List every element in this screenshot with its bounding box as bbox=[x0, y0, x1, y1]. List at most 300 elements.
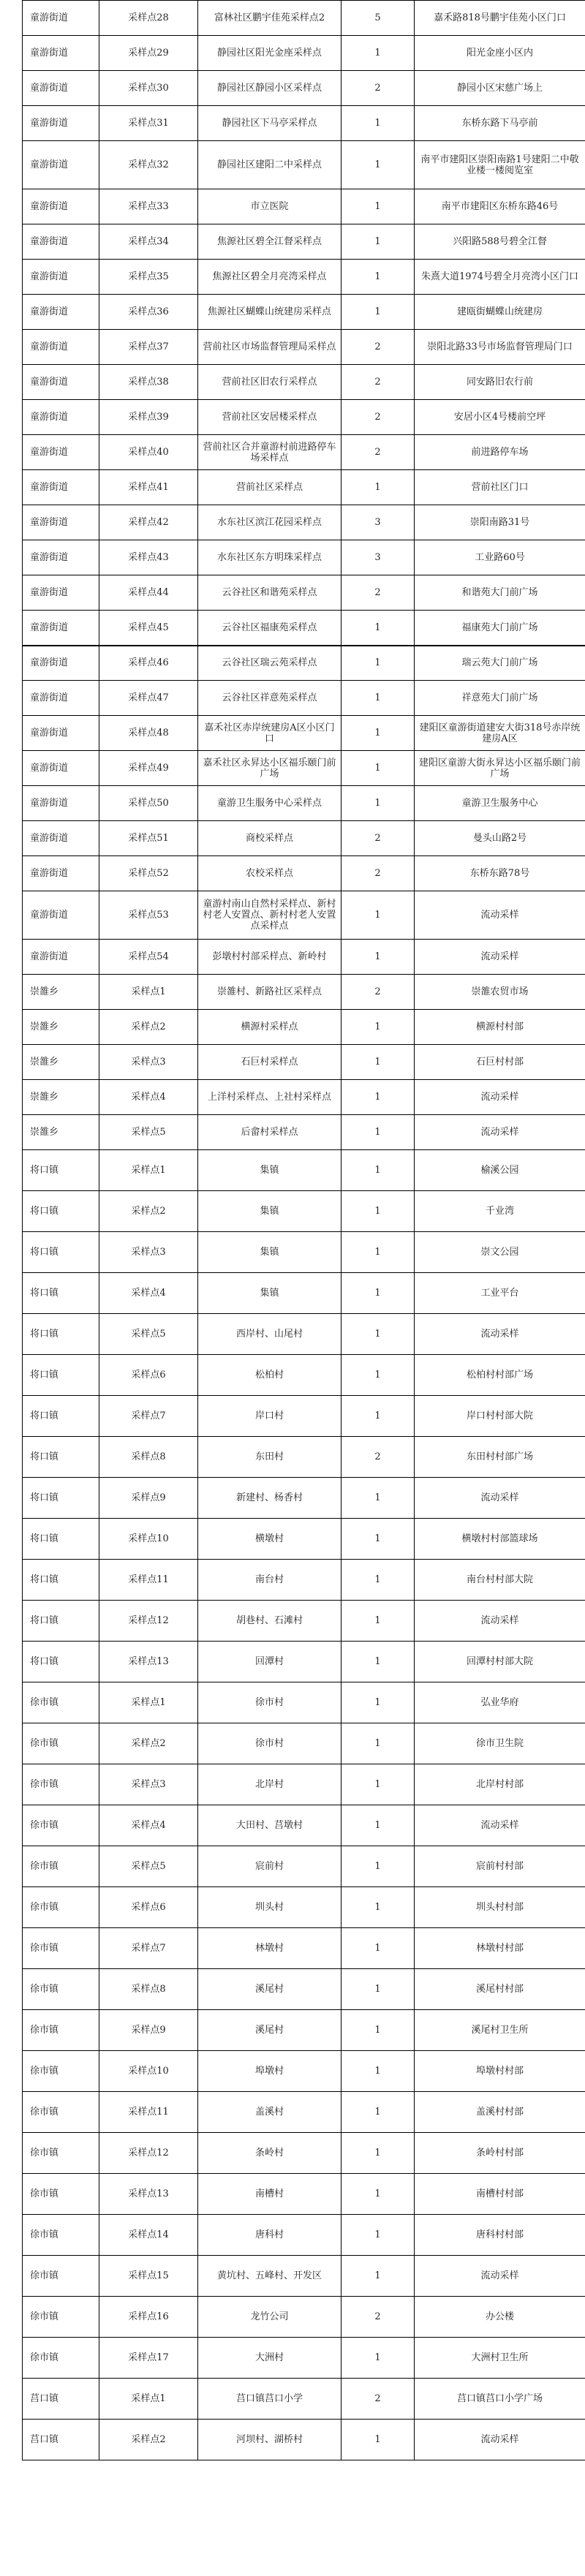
count-cell: 1 bbox=[341, 1764, 415, 1805]
count-cell: 1 bbox=[341, 1396, 415, 1437]
location-cell: 莒口镇莒口小学 bbox=[198, 2379, 341, 2420]
count-cell: 1 bbox=[341, 786, 415, 821]
location-cell: 条岭村 bbox=[198, 2133, 341, 2174]
count-cell: 1 bbox=[341, 611, 415, 646]
count-cell: 2 bbox=[341, 1437, 415, 1478]
table-row bbox=[23, 2297, 585, 2338]
district-cell: 崇雒乡 bbox=[23, 975, 99, 1010]
table-row bbox=[23, 1, 585, 36]
location-cell: 大洲村 bbox=[198, 2338, 341, 2379]
address-cell: 石巨村村部 bbox=[415, 1045, 585, 1080]
address-cell: 东桥东路下马亭前 bbox=[415, 106, 585, 141]
location-cell: 溪尾村 bbox=[198, 2010, 341, 2051]
table-row bbox=[23, 821, 585, 856]
location-cell: 林墩村 bbox=[198, 1928, 341, 1969]
point-id-cell: 采样点29 bbox=[99, 36, 198, 71]
address-cell: 崇阳南路31号 bbox=[415, 505, 585, 540]
table-row bbox=[23, 786, 585, 821]
count-cell: 1 bbox=[341, 1150, 415, 1191]
point-id-cell: 采样点14 bbox=[99, 2215, 198, 2256]
location-cell: 静园社区静园小区采样点 bbox=[198, 71, 341, 106]
table-body bbox=[23, 1, 585, 2460]
count-cell: 1 bbox=[341, 2215, 415, 2256]
point-id-cell: 采样点16 bbox=[99, 2297, 198, 2338]
address-cell: 莒口镇莒口小学广场 bbox=[415, 2379, 585, 2420]
address-cell: 榆溪公园 bbox=[415, 1150, 585, 1191]
table-row bbox=[23, 1191, 585, 1232]
location-cell: 市立医院 bbox=[198, 189, 341, 224]
table-row bbox=[23, 1846, 585, 1887]
address-cell: 流动采样 bbox=[415, 2420, 585, 2460]
count-cell: 2 bbox=[341, 2297, 415, 2338]
location-cell: 营前社区采样点 bbox=[198, 470, 341, 505]
table-row bbox=[23, 1887, 585, 1928]
address-cell: 朱熹大道1974号碧全月亮湾小区门口 bbox=[415, 260, 585, 295]
count-cell: 1 bbox=[341, 1642, 415, 1682]
table-row bbox=[23, 540, 585, 575]
address-cell: 流动采样 bbox=[415, 1805, 585, 1846]
district-cell: 崇雒乡 bbox=[23, 1045, 99, 1080]
location-cell: 河坝村、湖桥村 bbox=[198, 2420, 341, 2460]
count-cell: 2 bbox=[341, 435, 415, 470]
district-cell: 童游街道 bbox=[23, 940, 99, 975]
district-cell: 徐市镇 bbox=[23, 1723, 99, 1764]
table-row bbox=[23, 1723, 585, 1764]
table-row bbox=[23, 295, 585, 330]
address-cell: 福康苑大门前广场 bbox=[415, 611, 585, 646]
table-row bbox=[23, 1396, 585, 1437]
point-id-cell: 采样点1 bbox=[99, 1150, 198, 1191]
count-cell: 2 bbox=[341, 2379, 415, 2420]
district-cell: 莒口镇 bbox=[23, 2420, 99, 2460]
address-cell: 流动采样 bbox=[415, 1115, 585, 1150]
point-id-cell: 采样点54 bbox=[99, 940, 198, 975]
district-cell: 将口镇 bbox=[23, 1314, 99, 1355]
location-cell: 水东社区东方明珠采样点 bbox=[198, 540, 341, 575]
address-cell: 同安路旧农行前 bbox=[415, 365, 585, 400]
table-row bbox=[23, 260, 585, 295]
point-id-cell: 采样点1 bbox=[99, 2379, 198, 2420]
table-row bbox=[23, 224, 585, 260]
count-cell: 5 bbox=[341, 1, 415, 36]
point-id-cell: 采样点12 bbox=[99, 1601, 198, 1642]
point-id-cell: 采样点30 bbox=[99, 71, 198, 106]
location-cell: 商校采样点 bbox=[198, 821, 341, 856]
district-cell: 童游街道 bbox=[23, 1, 99, 36]
district-cell: 童游街道 bbox=[23, 365, 99, 400]
address-cell: 盖溪村村部 bbox=[415, 2092, 585, 2133]
address-cell: 埠墩村村部 bbox=[415, 2051, 585, 2092]
district-cell: 将口镇 bbox=[23, 1232, 99, 1273]
district-cell: 童游街道 bbox=[23, 891, 99, 940]
table-row bbox=[23, 1642, 585, 1682]
location-cell: 横源村采样点 bbox=[198, 1010, 341, 1045]
address-cell: 溪尾村村部 bbox=[415, 1969, 585, 2010]
address-cell: 祥意苑大门前广场 bbox=[415, 681, 585, 716]
count-cell: 1 bbox=[341, 1314, 415, 1355]
count-cell: 1 bbox=[341, 1805, 415, 1846]
count-cell: 1 bbox=[341, 1080, 415, 1115]
count-cell: 1 bbox=[341, 1601, 415, 1642]
count-cell: 1 bbox=[341, 1887, 415, 1928]
address-cell: 横墩村村部篮球场 bbox=[415, 1519, 585, 1560]
address-cell: 回潭村村部大院 bbox=[415, 1642, 585, 1682]
location-cell: 集镇 bbox=[198, 1273, 341, 1314]
table-row bbox=[23, 975, 585, 1010]
address-cell: 工业平台 bbox=[415, 1273, 585, 1314]
location-cell: 焦源社区碧全江督采样点 bbox=[198, 224, 341, 260]
district-cell: 童游街道 bbox=[23, 575, 99, 611]
count-cell: 2 bbox=[341, 365, 415, 400]
address-cell: 崇文公园 bbox=[415, 1232, 585, 1273]
address-cell: 静园小区宋慈广场上 bbox=[415, 71, 585, 106]
point-id-cell: 采样点3 bbox=[99, 1764, 198, 1805]
count-cell: 1 bbox=[341, 1519, 415, 1560]
count-cell: 1 bbox=[341, 1682, 415, 1723]
address-cell: 宸前村村部 bbox=[415, 1846, 585, 1887]
table-row bbox=[23, 1682, 585, 1723]
location-cell: 宸前村 bbox=[198, 1846, 341, 1887]
count-cell: 1 bbox=[341, 681, 415, 716]
count-cell: 1 bbox=[341, 1478, 415, 1519]
table-row bbox=[23, 1764, 585, 1805]
count-cell: 1 bbox=[341, 36, 415, 71]
location-cell: 营前社区合并童游村前进路停车场采样点 bbox=[198, 435, 341, 470]
district-cell: 崇雒乡 bbox=[23, 1115, 99, 1150]
district-cell: 童游街道 bbox=[23, 400, 99, 435]
table-row bbox=[23, 189, 585, 224]
count-cell: 1 bbox=[341, 1355, 415, 1396]
table-row bbox=[23, 940, 585, 975]
point-id-cell: 采样点8 bbox=[99, 1437, 198, 1478]
point-id-cell: 采样点31 bbox=[99, 106, 198, 141]
district-cell: 童游街道 bbox=[23, 106, 99, 141]
count-cell: 1 bbox=[341, 295, 415, 330]
point-id-cell: 采样点13 bbox=[99, 2174, 198, 2215]
location-cell: 黄坑村、五峰村、开发区 bbox=[198, 2256, 341, 2297]
district-cell: 童游街道 bbox=[23, 330, 99, 365]
count-cell: 1 bbox=[341, 891, 415, 940]
location-cell: 岸口村 bbox=[198, 1396, 341, 1437]
district-cell: 徐市镇 bbox=[23, 1846, 99, 1887]
table-row bbox=[23, 141, 585, 189]
location-cell: 崇雒村、新路社区采样点 bbox=[198, 975, 341, 1010]
district-cell: 徐市镇 bbox=[23, 1764, 99, 1805]
point-id-cell: 采样点10 bbox=[99, 1519, 198, 1560]
address-cell: 阳光金座小区内 bbox=[415, 36, 585, 71]
count-cell: 1 bbox=[341, 2256, 415, 2297]
point-id-cell: 采样点5 bbox=[99, 1115, 198, 1150]
address-cell: 工业路60号 bbox=[415, 540, 585, 575]
count-cell: 2 bbox=[341, 400, 415, 435]
table-row bbox=[23, 2338, 585, 2379]
point-id-cell: 采样点44 bbox=[99, 575, 198, 611]
location-cell: 静园社区建阳二中采样点 bbox=[198, 141, 341, 189]
point-id-cell: 采样点53 bbox=[99, 891, 198, 940]
point-id-cell: 采样点5 bbox=[99, 1314, 198, 1355]
location-cell: 北岸村 bbox=[198, 1764, 341, 1805]
district-cell: 徐市镇 bbox=[23, 2174, 99, 2215]
address-cell: 弘业华府 bbox=[415, 1682, 585, 1723]
address-cell: 流动采样 bbox=[415, 891, 585, 940]
district-cell: 徐市镇 bbox=[23, 2297, 99, 2338]
address-cell: 兴阳路588号碧全江督 bbox=[415, 224, 585, 260]
address-cell: 流动采样 bbox=[415, 1314, 585, 1355]
count-cell: 1 bbox=[341, 1232, 415, 1273]
address-cell: 建阳区童游街道建安大街318号赤岸统建房A区 bbox=[415, 716, 585, 751]
count-cell: 1 bbox=[341, 2338, 415, 2379]
table-row bbox=[23, 2420, 585, 2460]
point-id-cell: 采样点40 bbox=[99, 435, 198, 470]
district-cell: 童游街道 bbox=[23, 751, 99, 786]
location-cell: 圳头村 bbox=[198, 1887, 341, 1928]
address-cell: 条岭村村部 bbox=[415, 2133, 585, 2174]
district-cell: 将口镇 bbox=[23, 1601, 99, 1642]
point-id-cell: 采样点15 bbox=[99, 2256, 198, 2297]
table-row bbox=[23, 1314, 585, 1355]
location-cell: 焦源社区蝴蝶山统建房采样点 bbox=[198, 295, 341, 330]
district-cell: 童游街道 bbox=[23, 189, 99, 224]
location-cell: 云谷社区瑞云苑采样点 bbox=[198, 646, 341, 681]
address-cell: 徐市卫生院 bbox=[415, 1723, 585, 1764]
district-cell: 童游街道 bbox=[23, 505, 99, 540]
district-cell: 徐市镇 bbox=[23, 1682, 99, 1723]
point-id-cell: 采样点42 bbox=[99, 505, 198, 540]
count-cell: 1 bbox=[341, 260, 415, 295]
location-cell: 徐市村 bbox=[198, 1682, 341, 1723]
location-cell: 西岸村、山尾村 bbox=[198, 1314, 341, 1355]
address-cell: 安居小区4号楼前空坪 bbox=[415, 400, 585, 435]
table-row bbox=[23, 575, 585, 611]
count-cell: 2 bbox=[341, 856, 415, 891]
location-cell: 云谷社区福康苑采样点 bbox=[198, 611, 341, 646]
address-cell: 唐科村村部 bbox=[415, 2215, 585, 2256]
table-row bbox=[23, 2256, 585, 2297]
count-cell: 1 bbox=[341, 1560, 415, 1601]
district-cell: 童游街道 bbox=[23, 681, 99, 716]
address-cell: 圳头村村部 bbox=[415, 1887, 585, 1928]
district-cell: 徐市镇 bbox=[23, 2133, 99, 2174]
point-id-cell: 采样点13 bbox=[99, 1642, 198, 1682]
address-cell: 崇阳北路33号市场监督管理局门口 bbox=[415, 330, 585, 365]
table-row bbox=[23, 2133, 585, 2174]
district-cell: 童游街道 bbox=[23, 435, 99, 470]
point-id-cell: 采样点41 bbox=[99, 470, 198, 505]
location-cell: 集镇 bbox=[198, 1150, 341, 1191]
count-cell: 1 bbox=[341, 1846, 415, 1887]
district-cell: 童游街道 bbox=[23, 36, 99, 71]
count-cell: 1 bbox=[341, 224, 415, 260]
table-row bbox=[23, 2092, 585, 2133]
district-cell: 将口镇 bbox=[23, 1642, 99, 1682]
district-cell: 童游街道 bbox=[23, 540, 99, 575]
point-id-cell: 采样点5 bbox=[99, 1846, 198, 1887]
address-cell: 松柏村村部广场 bbox=[415, 1355, 585, 1396]
location-cell: 石巨村采样点 bbox=[198, 1045, 341, 1080]
point-id-cell: 采样点52 bbox=[99, 856, 198, 891]
district-cell: 徐市镇 bbox=[23, 2092, 99, 2133]
point-id-cell: 采样点3 bbox=[99, 1232, 198, 1273]
count-cell: 1 bbox=[341, 106, 415, 141]
location-cell: 后畲村采样点 bbox=[198, 1115, 341, 1150]
table-row bbox=[23, 2051, 585, 2092]
district-cell: 徐市镇 bbox=[23, 2338, 99, 2379]
point-id-cell: 采样点39 bbox=[99, 400, 198, 435]
address-cell: 南平市建阳区崇阳南路1号建阳二中敬业楼一楼阅览室 bbox=[415, 141, 585, 189]
table-row bbox=[23, 1601, 585, 1642]
table-row bbox=[23, 330, 585, 365]
point-id-cell: 采样点1 bbox=[99, 975, 198, 1010]
point-id-cell: 采样点45 bbox=[99, 611, 198, 646]
table-row bbox=[23, 71, 585, 106]
location-cell: 唐科村 bbox=[198, 2215, 341, 2256]
count-cell: 2 bbox=[341, 575, 415, 611]
district-cell: 莒口镇 bbox=[23, 2379, 99, 2420]
point-id-cell: 采样点10 bbox=[99, 2051, 198, 2092]
table-row bbox=[23, 716, 585, 751]
count-cell: 1 bbox=[341, 1115, 415, 1150]
point-id-cell: 采样点37 bbox=[99, 330, 198, 365]
location-cell: 农校采样点 bbox=[198, 856, 341, 891]
address-cell: 曼头山路2号 bbox=[415, 821, 585, 856]
district-cell: 徐市镇 bbox=[23, 2215, 99, 2256]
location-cell: 富林社区鹏宇佳苑采样点2 bbox=[198, 1, 341, 36]
count-cell: 3 bbox=[341, 540, 415, 575]
district-cell: 童游街道 bbox=[23, 295, 99, 330]
count-cell: 1 bbox=[341, 1969, 415, 2010]
count-cell: 1 bbox=[341, 716, 415, 751]
district-cell: 将口镇 bbox=[23, 1355, 99, 1396]
address-cell: 南平市建阳区东桥东路46号 bbox=[415, 189, 585, 224]
point-id-cell: 采样点2 bbox=[99, 2420, 198, 2460]
count-cell: 1 bbox=[341, 646, 415, 681]
location-cell: 胡巷村、石滩村 bbox=[198, 1601, 341, 1642]
count-cell: 1 bbox=[341, 1723, 415, 1764]
location-cell: 上洋村采样点、上社村采样点 bbox=[198, 1080, 341, 1115]
location-cell: 云谷社区和谐苑采样点 bbox=[198, 575, 341, 611]
table-row bbox=[23, 400, 585, 435]
district-cell: 童游街道 bbox=[23, 646, 99, 681]
address-cell: 崇雒农贸市场 bbox=[415, 975, 585, 1010]
count-cell: 1 bbox=[341, 2051, 415, 2092]
point-id-cell: 采样点38 bbox=[99, 365, 198, 400]
table-row bbox=[23, 1928, 585, 1969]
count-cell: 1 bbox=[341, 1045, 415, 1080]
district-cell: 童游街道 bbox=[23, 786, 99, 821]
table-row bbox=[23, 751, 585, 786]
table-row bbox=[23, 505, 585, 540]
point-id-cell: 采样点3 bbox=[99, 1045, 198, 1080]
table-row bbox=[23, 1969, 585, 2010]
location-cell: 南槽村 bbox=[198, 2174, 341, 2215]
location-cell: 东田村 bbox=[198, 1437, 341, 1478]
point-id-cell: 采样点4 bbox=[99, 1805, 198, 1846]
district-cell: 童游街道 bbox=[23, 716, 99, 751]
table-row bbox=[23, 2379, 585, 2420]
district-cell: 徐市镇 bbox=[23, 2051, 99, 2092]
point-id-cell: 采样点9 bbox=[99, 2010, 198, 2051]
table-row bbox=[23, 2215, 585, 2256]
location-cell: 溪尾村 bbox=[198, 1969, 341, 2010]
point-id-cell: 采样点6 bbox=[99, 1355, 198, 1396]
point-id-cell: 采样点46 bbox=[99, 646, 198, 681]
point-id-cell: 采样点43 bbox=[99, 540, 198, 575]
address-cell: 横源村村部 bbox=[415, 1010, 585, 1045]
table-row bbox=[23, 856, 585, 891]
table-row bbox=[23, 1115, 585, 1150]
count-cell: 1 bbox=[341, 2174, 415, 2215]
point-id-cell: 采样点50 bbox=[99, 786, 198, 821]
point-id-cell: 采样点17 bbox=[99, 2338, 198, 2379]
point-id-cell: 采样点35 bbox=[99, 260, 198, 295]
sampling-points-table bbox=[22, 0, 585, 2460]
address-cell: 东田村村部广场 bbox=[415, 1437, 585, 1478]
count-cell: 1 bbox=[341, 189, 415, 224]
address-cell: 大洲村卫生所 bbox=[415, 2338, 585, 2379]
table-row bbox=[23, 891, 585, 940]
count-cell: 1 bbox=[341, 1191, 415, 1232]
count-cell: 1 bbox=[341, 940, 415, 975]
district-cell: 童游街道 bbox=[23, 470, 99, 505]
district-cell: 将口镇 bbox=[23, 1519, 99, 1560]
address-cell: 前进路停车场 bbox=[415, 435, 585, 470]
district-cell: 崇雒乡 bbox=[23, 1080, 99, 1115]
address-cell: 流动采样 bbox=[415, 2256, 585, 2297]
address-cell: 建瓯街蝴蝶山统建房 bbox=[415, 295, 585, 330]
table-row bbox=[23, 2174, 585, 2215]
point-id-cell: 采样点2 bbox=[99, 1191, 198, 1232]
district-cell: 徐市镇 bbox=[23, 1887, 99, 1928]
district-cell: 童游街道 bbox=[23, 856, 99, 891]
location-cell: 松柏村 bbox=[198, 1355, 341, 1396]
point-id-cell: 采样点6 bbox=[99, 1887, 198, 1928]
location-cell: 彭墩村村部采样点、新岭村 bbox=[198, 940, 341, 975]
table-row bbox=[23, 1560, 585, 1601]
count-cell: 1 bbox=[341, 2420, 415, 2460]
address-cell: 童游卫生服务中心 bbox=[415, 786, 585, 821]
location-cell: 静园社区下马亭采样点 bbox=[198, 106, 341, 141]
point-id-cell: 采样点12 bbox=[99, 2133, 198, 2174]
count-cell: 1 bbox=[341, 751, 415, 786]
table-row bbox=[23, 1232, 585, 1273]
location-cell: 新建村、杨香村 bbox=[198, 1478, 341, 1519]
location-cell: 静园社区阳光金座采样点 bbox=[198, 36, 341, 71]
location-cell: 水东社区滨江花园采样点 bbox=[198, 505, 341, 540]
location-cell: 童游卫生服务中心采样点 bbox=[198, 786, 341, 821]
district-cell: 将口镇 bbox=[23, 1560, 99, 1601]
district-cell: 童游街道 bbox=[23, 71, 99, 106]
district-cell: 童游街道 bbox=[23, 821, 99, 856]
address-cell: 南台村村部大院 bbox=[415, 1560, 585, 1601]
table-row bbox=[23, 470, 585, 505]
location-cell: 埠墩村 bbox=[198, 2051, 341, 2092]
point-id-cell: 采样点47 bbox=[99, 681, 198, 716]
location-cell: 营前社区安居楼采样点 bbox=[198, 400, 341, 435]
count-cell: 1 bbox=[341, 470, 415, 505]
district-cell: 将口镇 bbox=[23, 1478, 99, 1519]
table-row bbox=[23, 1045, 585, 1080]
address-cell: 和谐苑大门前广场 bbox=[415, 575, 585, 611]
point-id-cell: 采样点1 bbox=[99, 1682, 198, 1723]
district-cell: 童游街道 bbox=[23, 224, 99, 260]
location-cell: 南台村 bbox=[198, 1560, 341, 1601]
address-cell: 流动采样 bbox=[415, 940, 585, 975]
count-cell: 3 bbox=[341, 505, 415, 540]
location-cell: 盖溪村 bbox=[198, 2092, 341, 2133]
district-cell: 将口镇 bbox=[23, 1396, 99, 1437]
address-cell: 东桥东路78号 bbox=[415, 856, 585, 891]
table-row bbox=[23, 36, 585, 71]
